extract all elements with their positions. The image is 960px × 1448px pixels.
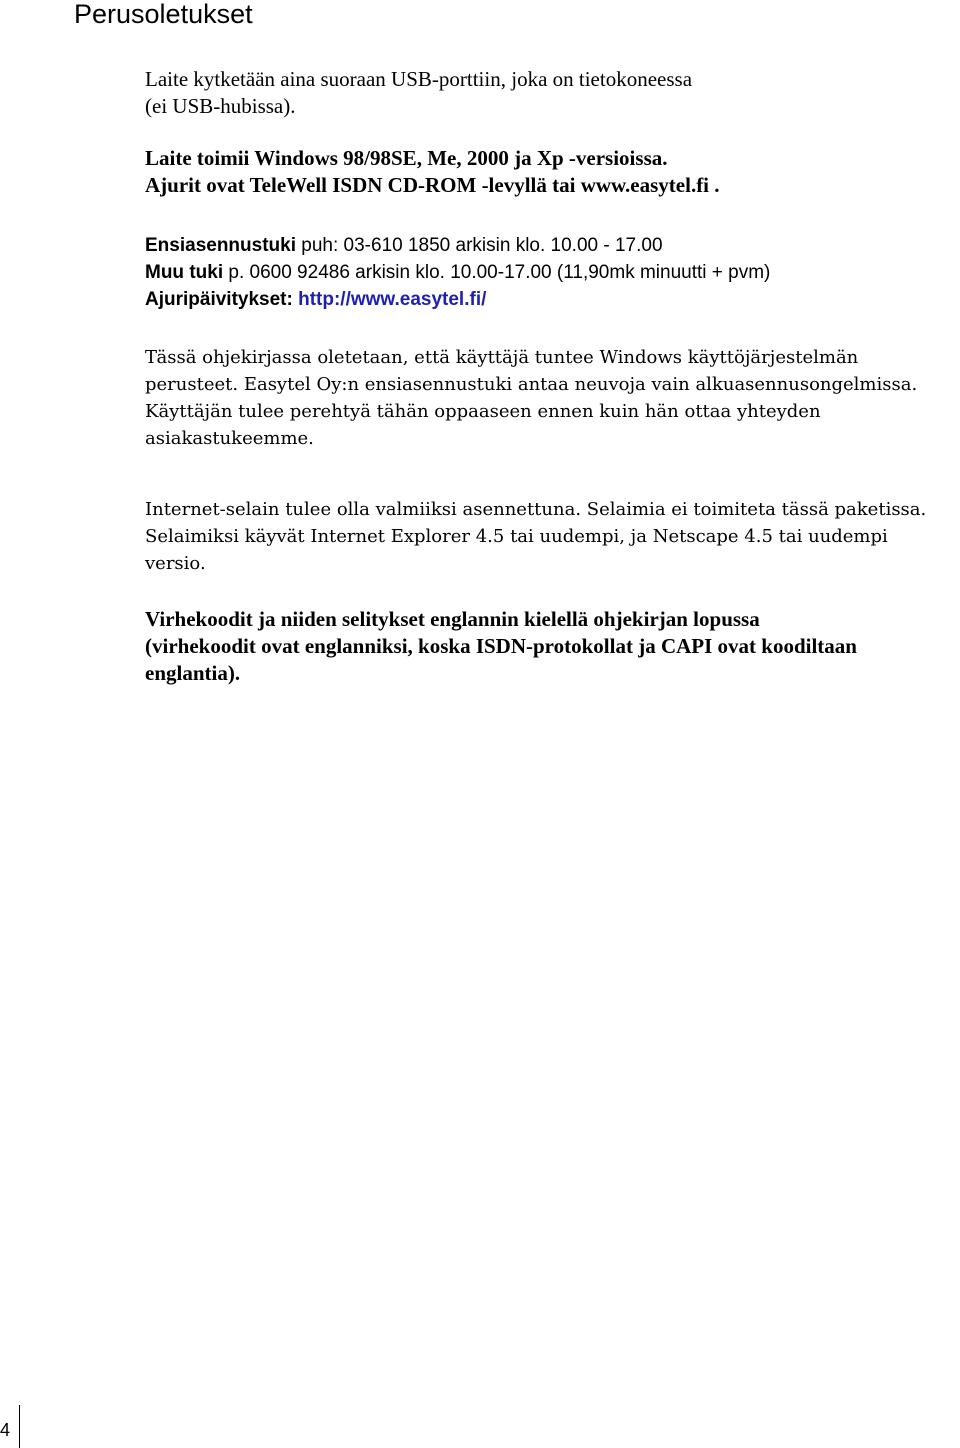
driver-updates-line xyxy=(145,286,770,313)
manual-note-line-3: Käyttäjän tulee perehtyä tähän oppaaseen ennen kuin hän ottaa yhteyden xyxy=(145,401,821,422)
manual-note xyxy=(145,344,917,452)
first-support-text: puh: 03-610 1850 arkisin klo. 10.00 - 17.00 xyxy=(296,235,663,256)
error-code-note xyxy=(145,606,857,687)
page-title: Perusoletukset xyxy=(74,0,253,29)
other-support-line xyxy=(145,259,770,286)
first-support-label: Ensiasennustuki xyxy=(145,235,296,256)
browser-note xyxy=(145,496,926,577)
driver-updates-label: Ajuripäivitykset: xyxy=(145,289,293,310)
page-margin-rule xyxy=(19,1405,20,1448)
first-support-line xyxy=(145,232,770,259)
windows-note-line-1: Laite toimii Windows 98/98SE, Me, 2000 ja Xp -versioissa. xyxy=(145,146,668,170)
usb-note-line-1: Laite kytketään aina suoraan USB-porttiin, joka on tietokoneessa xyxy=(145,67,693,91)
browser-note-line-2: Selaimiksi käyvät Internet Explorer 4.5 tai uudempi, ja Netscape 4.5 tai uudempi xyxy=(145,526,888,547)
browser-note-line-3: versio. xyxy=(145,553,206,574)
windows-note xyxy=(145,145,720,199)
usb-note xyxy=(145,66,692,120)
other-support-text: p. 0600 92486 arkisin klo. 10.00-17.00 (11,90mk minuutti + pvm) xyxy=(223,262,771,283)
page-number: 4 xyxy=(0,1420,11,1440)
manual-note-line-2: perusteet. Easytel Oy:n ensiasennustuki antaa neuvoja vain alkuasennusongelmissa. xyxy=(145,374,918,395)
driver-updates-link[interactable]: http://www.easytel.fi/ xyxy=(298,289,487,310)
manual-note-line-4: asiakastukeemme. xyxy=(145,428,314,449)
browser-note-line-1: Internet-selain tulee olla valmiiksi asennettuna. Selaimia ei toimiteta tässä paketissa. xyxy=(145,499,927,520)
support-info xyxy=(145,232,770,313)
manual-note-line-1: Tässä ohjekirjassa oletetaan, että käyttäjä tuntee Windows käyttöjärjestelmän xyxy=(145,347,859,368)
error-code-note-line-3: englantia). xyxy=(145,661,241,685)
windows-note-line-2: Ajurit ovat TeleWell ISDN CD-ROM -levyllä tai www.easytel.fi . xyxy=(145,173,720,197)
other-support-label: Muu tuki xyxy=(145,262,224,283)
error-code-note-line-1: Virhekoodit ja niiden selitykset englannin kielellä ohjekirjan lopussa xyxy=(145,607,760,631)
usb-note-line-2: (ei USB-hubissa). xyxy=(145,94,296,118)
error-code-note-line-2: (virhekoodit ovat englanniksi, koska ISDN-protokollat ja CAPI ovat koodiltaan xyxy=(145,634,857,658)
